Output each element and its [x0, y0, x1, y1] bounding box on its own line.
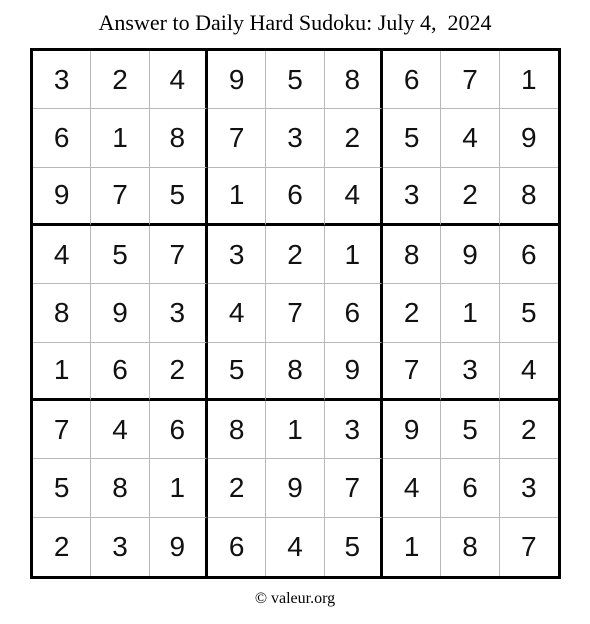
sudoku-cell: 6: [325, 284, 383, 342]
sudoku-cell: 3: [500, 459, 558, 517]
sudoku-cell: 4: [266, 518, 324, 576]
sudoku-cell: 5: [33, 459, 91, 517]
sudoku-cell: 1: [500, 51, 558, 109]
sudoku-cell: 3: [325, 401, 383, 459]
sudoku-cell: 9: [266, 459, 324, 517]
page-title: Answer to Daily Hard Sudoku: July 4, 2024: [98, 10, 492, 35]
sudoku-cell: 2: [383, 284, 441, 342]
sudoku-cell: 9: [383, 401, 441, 459]
sudoku-cell: 7: [266, 284, 324, 342]
sudoku-cell: 4: [500, 343, 558, 401]
sudoku-cell: 6: [383, 51, 441, 109]
sudoku-cell: 6: [500, 226, 558, 284]
sudoku-cell: 4: [383, 459, 441, 517]
sudoku-cell: 7: [91, 168, 149, 226]
sudoku-cell: 7: [33, 401, 91, 459]
sudoku-cell: 5: [383, 109, 441, 167]
sudoku-cell: 6: [208, 518, 266, 576]
sudoku-cell: 2: [208, 459, 266, 517]
sudoku-cell: 3: [266, 109, 324, 167]
sudoku-cell: 7: [521, 530, 537, 562]
sudoku-cell: 9: [150, 518, 208, 576]
sudoku-cell: 3: [91, 518, 149, 576]
sudoku-cell: 8: [383, 226, 441, 284]
sudoku-cell: 6: [91, 343, 149, 401]
sudoku-cell: 2: [91, 51, 149, 109]
sudoku-cell: 3: [33, 51, 91, 109]
sudoku-cell: 3: [150, 284, 208, 342]
sudoku-cell: 5: [150, 168, 208, 226]
sudoku-cell: 8: [208, 401, 266, 459]
sudoku-cell: 6: [150, 401, 208, 459]
sudoku-cell: 9: [33, 168, 91, 226]
sudoku-cell: 5: [208, 343, 266, 401]
sudoku-cell: 7: [383, 343, 441, 401]
sudoku-cell: 1: [383, 518, 441, 576]
sudoku-cell: 4: [208, 284, 266, 342]
sudoku-cell: 4: [325, 168, 383, 226]
sudoku-board: [30, 48, 561, 579]
sudoku-cell: 8: [266, 343, 324, 401]
sudoku-cell: 9: [208, 51, 266, 109]
sudoku-cell: 2: [325, 109, 383, 167]
sudoku-cell: 2: [441, 168, 499, 226]
sudoku-cell: 4: [441, 109, 499, 167]
sudoku-cell: 8: [91, 459, 149, 517]
sudoku-cell: 8: [33, 284, 91, 342]
sudoku-cell: 3: [383, 168, 441, 226]
sudoku-cell: 6: [441, 459, 499, 517]
sudoku-cell: 8: [441, 518, 499, 576]
sudoku-cell: 1: [33, 343, 91, 401]
sudoku-cell: 1: [266, 401, 324, 459]
sudoku-cell: 7: [441, 51, 499, 109]
sudoku-cell: 1: [325, 226, 383, 284]
sudoku-cell: 5: [500, 284, 558, 342]
sudoku-cell: 4: [150, 51, 208, 109]
sudoku-cell: 2: [500, 401, 558, 459]
sudoku-cell: 7: [150, 226, 208, 284]
sudoku-cell: 5: [441, 401, 499, 459]
sudoku-cell: 8: [500, 168, 558, 226]
sudoku-cell: 6: [33, 109, 91, 167]
sudoku-cell: 8: [150, 109, 208, 167]
sudoku-cell: 4: [91, 401, 149, 459]
sudoku-cell: 1: [208, 168, 266, 226]
sudoku-cell: 3: [441, 343, 499, 401]
sudoku-cell: 7: [208, 109, 266, 167]
sudoku-cell: 3: [208, 226, 266, 284]
sudoku-cell: 9: [91, 284, 149, 342]
sudoku-cell: 9: [441, 226, 499, 284]
sudoku-cell: 4: [33, 226, 91, 284]
sudoku-cell: 2: [266, 226, 324, 284]
copyright-footer: © valeur.org: [254, 590, 336, 607]
sudoku-cell: 5: [325, 518, 383, 576]
sudoku-cell: 1: [91, 109, 149, 167]
sudoku-cell: 5: [91, 226, 149, 284]
sudoku-cell: 2: [33, 518, 91, 576]
sudoku-cell: 2: [150, 343, 208, 401]
sudoku-cell: 9: [325, 343, 383, 401]
sudoku-cell: 7: [325, 459, 383, 517]
sudoku-cell: 5: [266, 51, 324, 109]
sudoku-cell: 1: [441, 284, 499, 342]
sudoku-cell: 9: [500, 109, 558, 167]
sudoku-cell: 8: [325, 51, 383, 109]
sudoku-cell: 1: [150, 459, 208, 517]
sudoku-cell: 6: [266, 168, 324, 226]
